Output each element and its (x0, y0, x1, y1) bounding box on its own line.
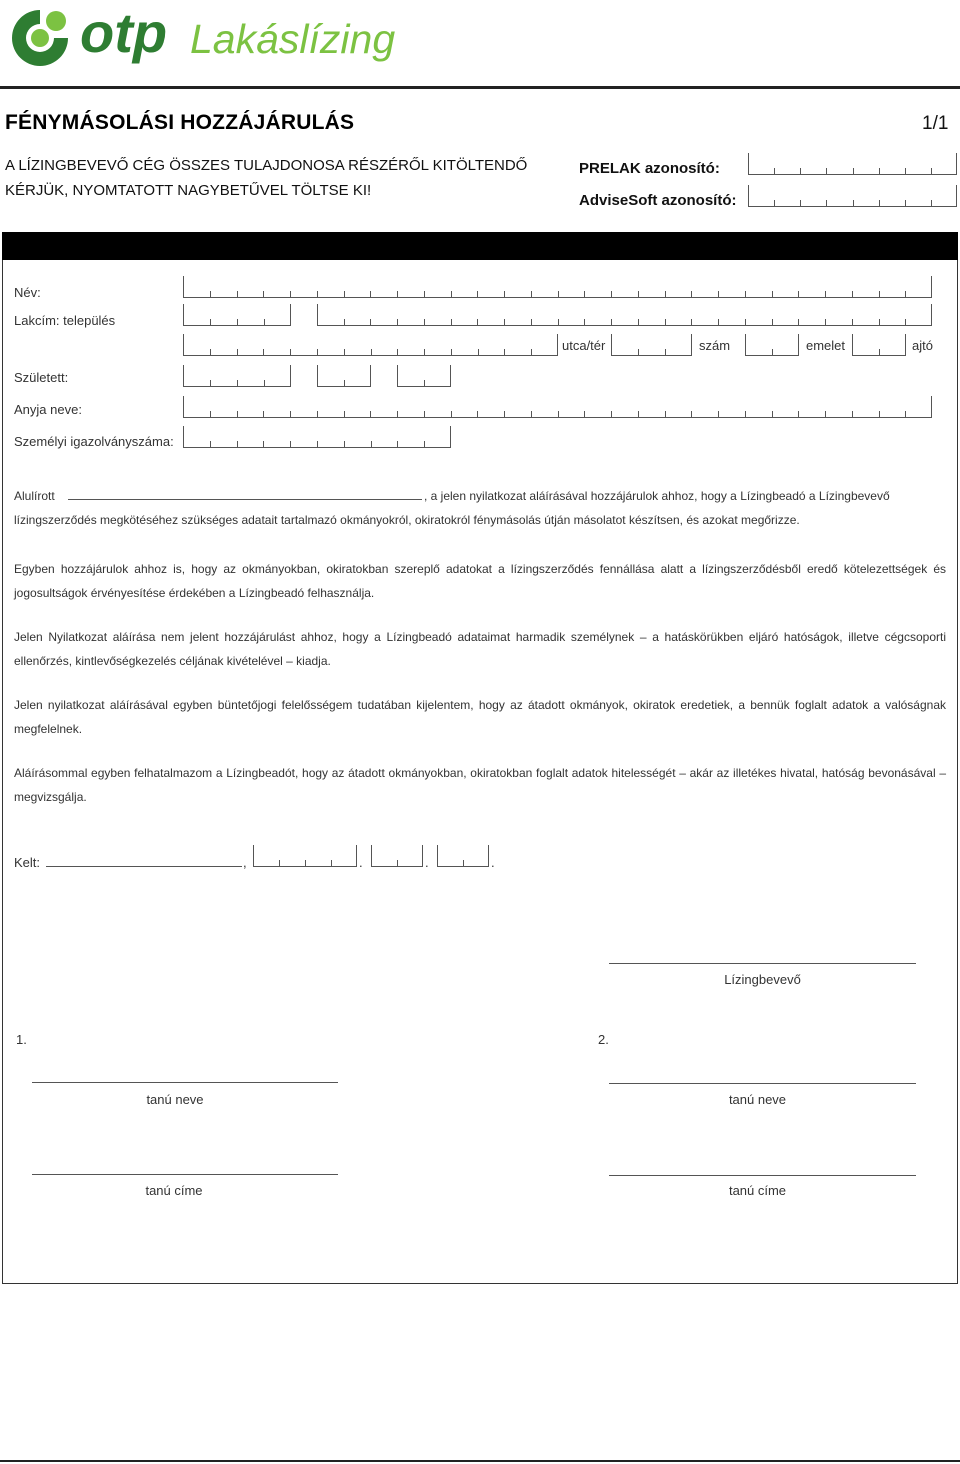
lessee-caption: Lízingbevevő (724, 972, 801, 987)
cell-divider (665, 411, 666, 417)
sign-day-input[interactable] (437, 845, 489, 867)
cell-divider (905, 291, 906, 297)
otp-logo-icon (8, 6, 72, 70)
id-number-input[interactable] (183, 426, 451, 448)
cell-divider (558, 319, 559, 325)
cell-divider (638, 291, 639, 297)
cell-divider (638, 411, 639, 417)
cell-divider (798, 319, 799, 325)
kelt-comma: , (243, 855, 247, 870)
birth-date-label: Született: (14, 370, 69, 385)
cell-divider (371, 349, 372, 355)
cell-divider (264, 380, 265, 386)
sign-month-input[interactable] (371, 845, 423, 867)
cell-divider (504, 349, 505, 355)
cell-divider (331, 860, 332, 866)
cell-divider (397, 860, 398, 866)
declaration-intro-cont: lízingszerződés megkötéséhez szükséges adatait tartalmazó okmányokról, okiratokról fénymásolás útján másolatot készítsen, és azokat megőrizze. (14, 513, 800, 527)
cell-divider (905, 411, 906, 417)
floor-input[interactable] (745, 334, 799, 356)
cell-divider (397, 411, 398, 417)
cell-divider (344, 291, 345, 297)
cell-divider (504, 291, 505, 297)
cell-divider (879, 200, 880, 206)
cell-divider (424, 441, 425, 447)
cell-divider (905, 319, 906, 325)
cell-divider (800, 200, 801, 206)
mother-name-label: Anyja neve: (14, 402, 82, 417)
birth-year-input[interactable] (183, 365, 291, 387)
cell-divider (879, 291, 880, 297)
cell-divider (853, 200, 854, 206)
name-label: Név: (14, 285, 41, 300)
advisesoft-input[interactable] (748, 185, 957, 207)
cell-divider (584, 319, 585, 325)
paragraph-authenticity: Jelen nyilatkozat aláírásával egyben büntetőjogi felelősségem tudatában kijelentem, hogy az átadott okmányok, okiratok eredetiek, a bennük foglalt adatok a valóságnak megfelelnek. (14, 698, 946, 736)
cell-divider (237, 411, 238, 417)
cell-divider (584, 291, 585, 297)
cell-divider (344, 349, 345, 355)
cell-divider (826, 168, 827, 174)
city-input[interactable] (317, 304, 932, 326)
cell-divider (826, 200, 827, 206)
cell-divider (905, 168, 906, 174)
kelt-dot-3: . (491, 855, 495, 870)
cell-divider (691, 319, 692, 325)
form-frame (2, 232, 958, 1284)
lessee-signature-line[interactable] (609, 963, 916, 964)
street-input[interactable] (183, 334, 558, 356)
cell-divider (478, 349, 479, 355)
cell-divider (665, 319, 666, 325)
address-city-label: Lakcím: település (14, 313, 116, 328)
cell-divider (290, 291, 291, 297)
footer-rule (0, 1460, 960, 1462)
cell-divider (317, 291, 318, 297)
house-number-input[interactable] (611, 334, 692, 356)
cell-divider (263, 349, 264, 355)
cell-divider (931, 200, 932, 206)
cell-divider (370, 411, 371, 417)
mother-name-input[interactable] (183, 396, 932, 418)
witness-2-name-line[interactable] (609, 1083, 916, 1084)
cell-divider (237, 441, 238, 447)
witness-2-number: 2. (598, 1032, 609, 1047)
kelt-label: Kelt: (14, 855, 41, 870)
door-label: ajtó (912, 338, 933, 353)
cell-divider (638, 349, 639, 355)
paragraph-verification: Aláírásommal egyben felhatalmazom a Lízingbeadót, hogy az átadott okmányokban, okiratokban foglalt adatok hitelességét – akár az illetékes hivatal, hatóság bevonásával – megvizsgálja. (14, 766, 946, 804)
header-rule (0, 86, 960, 89)
cell-divider (263, 441, 264, 447)
cell-divider (279, 860, 280, 866)
cell-divider (798, 411, 799, 417)
cell-divider (718, 291, 719, 297)
cell-divider (772, 411, 773, 417)
instruction-owners: A LÍZINGBEVEVŐ CÉG ÖSSZES TULAJDONOSA RÉSZÉRŐL KITÖLTENDŐ (5, 157, 528, 174)
cell-divider (463, 860, 464, 866)
cell-divider (531, 411, 532, 417)
brand-logo (8, 1, 408, 70)
cell-divider (852, 411, 853, 417)
cell-divider (317, 441, 318, 447)
place-line[interactable] (46, 866, 242, 867)
cell-divider (665, 291, 666, 297)
witness-1-name-line[interactable] (32, 1082, 338, 1083)
cell-divider (305, 860, 306, 866)
cell-divider (397, 349, 398, 355)
cell-divider (691, 291, 692, 297)
cell-divider (451, 291, 452, 297)
witness-1-number: 1. (16, 1032, 27, 1047)
cell-divider (344, 441, 345, 447)
cell-divider (317, 411, 318, 417)
brand-name: otp (80, 1, 168, 64)
birth-day-input[interactable] (397, 365, 451, 387)
cell-divider (931, 168, 932, 174)
declaration-intro: , a jelen nyilatkozat aláírásával hozzájárulok ahhoz, hogy a Lízingbeadó a Lízingbevevő (424, 489, 890, 503)
cell-divider (879, 319, 880, 325)
cell-divider (852, 319, 853, 325)
cell-divider (825, 291, 826, 297)
declarant-name-line[interactable] (68, 499, 422, 500)
cell-divider (210, 291, 211, 297)
cell-divider (825, 319, 826, 325)
cell-divider (611, 291, 612, 297)
postal-code-input[interactable] (183, 304, 291, 326)
cell-divider (853, 168, 854, 174)
cell-divider (344, 411, 345, 417)
cell-divider (879, 411, 880, 417)
floor-label: emelet (806, 338, 846, 353)
cell-divider (504, 411, 505, 417)
cell-divider (424, 411, 425, 417)
kelt-dot-1: . (359, 855, 363, 870)
cell-divider (290, 349, 291, 355)
witness-1-address-caption: tanú címe (145, 1183, 203, 1198)
sign-year-input[interactable] (253, 845, 357, 867)
cell-divider (424, 349, 425, 355)
kelt-dot-2: . (425, 855, 429, 870)
cell-divider (371, 441, 372, 447)
prelak-label: PRELAK azonosító: (579, 160, 720, 177)
cell-divider (264, 319, 265, 325)
cell-divider (370, 319, 371, 325)
cell-divider (611, 319, 612, 325)
witness-2-name-caption: tanú neve (728, 1092, 787, 1107)
cell-divider (691, 411, 692, 417)
cell-divider (290, 411, 291, 417)
cell-divider (558, 411, 559, 417)
cell-divider (665, 349, 666, 355)
cell-divider (263, 411, 264, 417)
cell-divider (774, 168, 775, 174)
cell-divider (210, 380, 211, 386)
cell-divider (210, 319, 211, 325)
cell-divider (774, 200, 775, 206)
cell-divider (852, 291, 853, 297)
cell-divider (424, 319, 425, 325)
advisesoft-label: AdviseSoft azonosító: (579, 192, 737, 209)
cell-divider (745, 411, 746, 417)
witness-1-address-line[interactable] (32, 1174, 338, 1175)
cell-divider (451, 349, 452, 355)
cell-divider (424, 380, 425, 386)
cell-divider (397, 291, 398, 297)
cell-divider (879, 349, 880, 355)
cell-divider (397, 319, 398, 325)
paragraph-third-party: Jelen Nyilatkozat aláírása nem jelent hozzájárulást ahhoz, hogy a Lízingbeadó adataimat harmadik személynek – a hatáskörükben eljáró hatóságok, illetve cégcsoporti ellenőrzés, kintlevőségkezelés céljának kivételével – kiadja. (14, 630, 946, 668)
witness-2-address-line[interactable] (609, 1175, 916, 1176)
cell-divider (798, 291, 799, 297)
cell-divider (745, 319, 746, 325)
cell-divider (237, 349, 238, 355)
witness-2-address-caption: tanú címe (728, 1183, 787, 1198)
cell-divider (879, 168, 880, 174)
alulirott-label: Alulírott (14, 489, 55, 503)
cell-divider (905, 200, 906, 206)
cell-divider (531, 319, 532, 325)
cell-divider (718, 319, 719, 325)
birth-month-input[interactable] (317, 365, 371, 387)
cell-divider (237, 291, 238, 297)
cell-divider (745, 291, 746, 297)
cell-divider (451, 411, 452, 417)
door-input[interactable] (852, 334, 906, 356)
id-number-label: Személyi igazolványszáma: (14, 434, 174, 449)
cell-divider (210, 349, 211, 355)
prelak-input[interactable] (748, 153, 957, 175)
brand-product: Lakáslízing (190, 16, 396, 62)
cell-divider (772, 319, 773, 325)
cell-divider (344, 319, 345, 325)
cell-divider (638, 319, 639, 325)
cell-divider (237, 380, 238, 386)
form-header-bar (2, 232, 958, 260)
name-input[interactable] (183, 276, 932, 298)
cell-divider (370, 291, 371, 297)
cell-divider (210, 441, 211, 447)
cell-divider (424, 291, 425, 297)
cell-divider (825, 411, 826, 417)
cell-divider (237, 319, 238, 325)
cell-divider (611, 411, 612, 417)
cell-divider (263, 291, 264, 297)
cell-divider (210, 411, 211, 417)
cell-divider (477, 291, 478, 297)
cell-divider (344, 380, 345, 386)
number-label: szám (699, 338, 731, 353)
cell-divider (772, 349, 773, 355)
cell-divider (718, 411, 719, 417)
cell-divider (558, 291, 559, 297)
instruction-capitals: KÉRJÜK, NYOMTATOTT NAGYBETŰVEL TÖLTSE KI! (5, 182, 372, 199)
cell-divider (504, 319, 505, 325)
cell-divider (451, 319, 452, 325)
cell-divider (317, 349, 318, 355)
cell-divider (531, 291, 532, 297)
paragraph-data-usage: Egyben hozzájárulok ahhoz is, hogy az okmányokban, okiratokban szereplő adatokat a lízingszerződés fennállása alatt a lízingszerződésből eredő kötelezettségek és jogosultságok érvényesítése érdekében a Lízingbeadó felhasználja. (14, 562, 946, 600)
street-label: utca/tér (562, 338, 606, 353)
cell-divider (531, 349, 532, 355)
cell-divider (290, 441, 291, 447)
cell-divider (772, 291, 773, 297)
cell-divider (477, 319, 478, 325)
page-number: 1/1 (922, 113, 949, 134)
cell-divider (477, 411, 478, 417)
page-title: FÉNYMÁSOLÁSI HOZZÁJÁRULÁS (5, 111, 355, 134)
cell-divider (584, 411, 585, 417)
witness-1-name-caption: tanú neve (146, 1092, 204, 1107)
cell-divider (397, 441, 398, 447)
cell-divider (800, 168, 801, 174)
